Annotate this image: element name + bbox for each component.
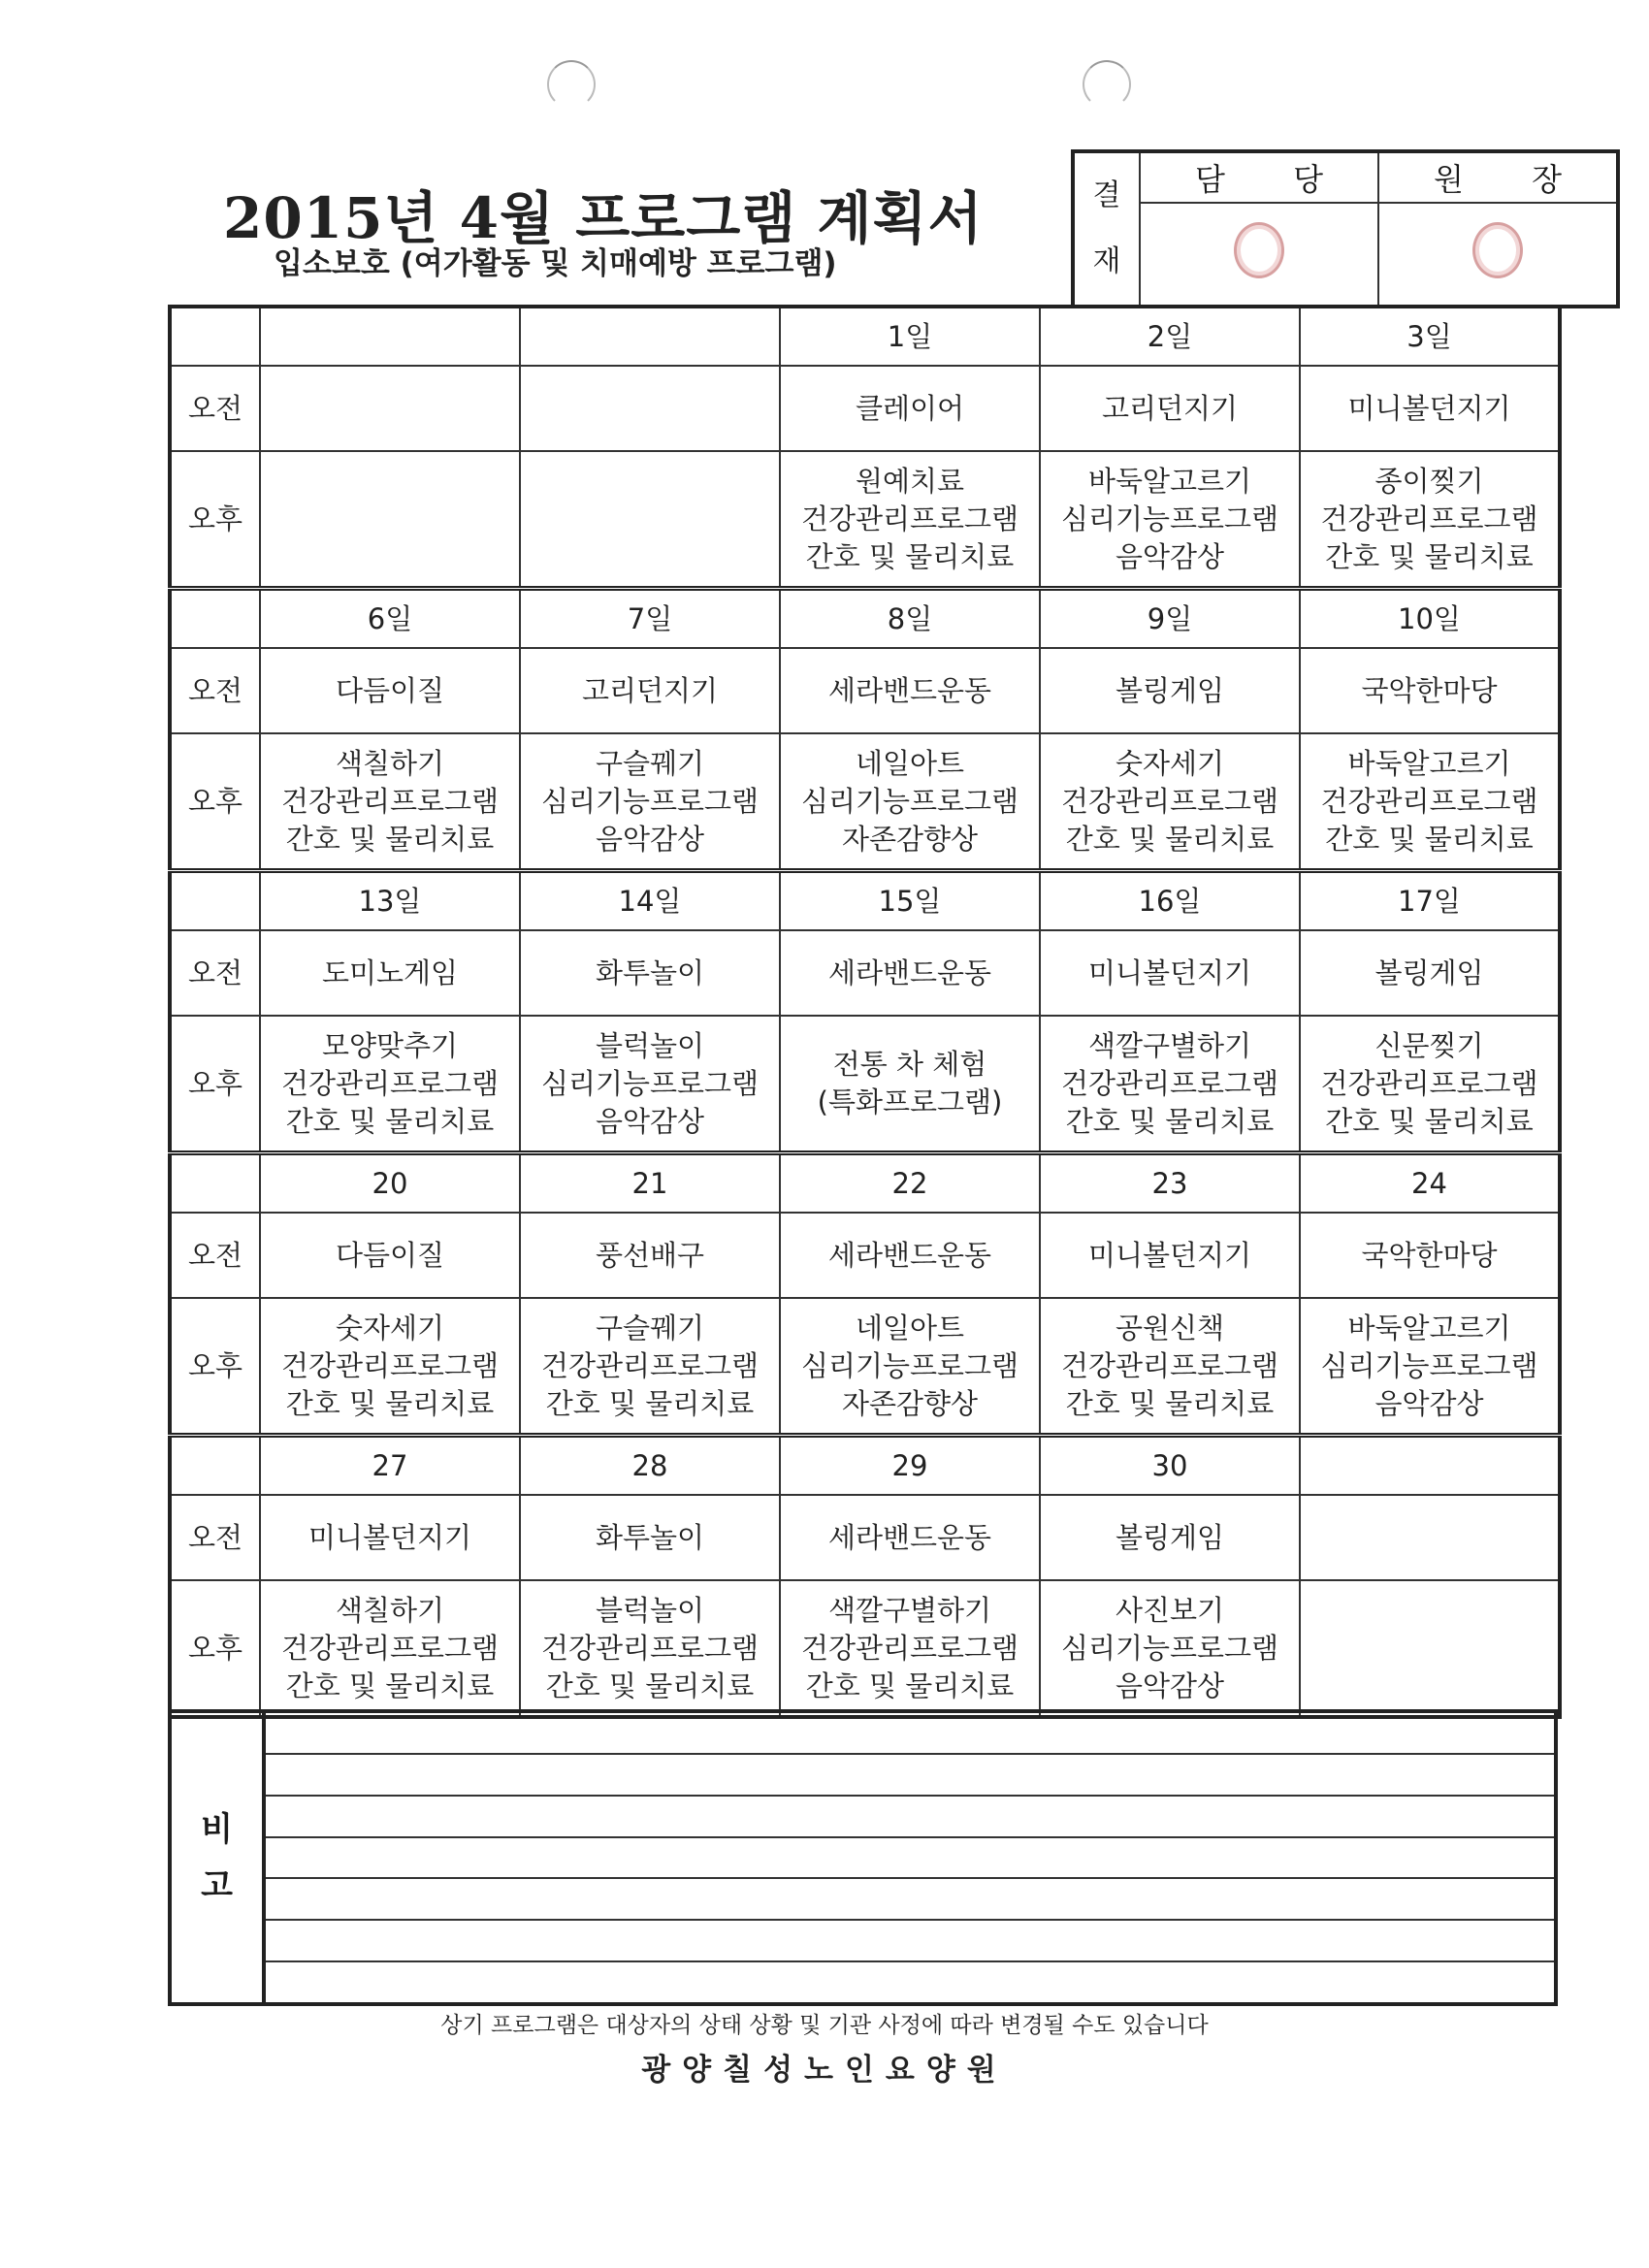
pm-activity-line: 간호 및 물리치료 — [285, 822, 495, 856]
remarks-line — [266, 1838, 1554, 1880]
pm-activity-line: 음악감상 — [1115, 539, 1225, 573]
pm-activity-line: 간호 및 물리치료 — [1325, 1104, 1534, 1138]
remarks-section — [168, 1709, 1558, 2006]
am-row — [170, 366, 1560, 451]
pm-activity-cell — [1300, 1580, 1560, 1717]
am-activity-cell — [1300, 1495, 1560, 1580]
approval-sign-director — [1378, 203, 1618, 307]
pm-activity-line: 건강관리프로그램 — [540, 1348, 760, 1382]
am-label: 오전 — [170, 930, 260, 1016]
footer-note: 상기 프로그램은 대상자의 상태 상황 및 기관 사정에 따라 변경될 수도 있습니다 — [440, 2013, 1209, 2038]
remarks-line — [266, 1962, 1554, 2002]
pm-activity-cell — [780, 451, 1040, 589]
pm-activity-cell — [1300, 451, 1560, 589]
am-activity-cell: 도미노게임 — [260, 930, 520, 1016]
remarks-label — [172, 1713, 266, 2002]
pm-activity-line: 심리기능프로그램 — [1060, 1631, 1279, 1665]
pm-activity-line: 간호 및 물리치료 — [285, 1669, 495, 1702]
date-row-label — [170, 1153, 260, 1214]
am-activity-cell — [260, 366, 520, 451]
pm-activity-line: 간호 및 물리치료 — [1065, 822, 1275, 856]
pm-activity-line: 자존감향상 — [841, 822, 979, 856]
pm-activity-line: 네일아트 — [855, 746, 965, 780]
date-cell — [260, 307, 520, 366]
pm-activity-line: 건강관리프로그램 — [1320, 502, 1538, 535]
pm-activity-line: 공원신책 — [1115, 1311, 1225, 1345]
pm-activity-line: 간호 및 물리치료 — [1065, 1386, 1275, 1420]
am-activity-cell: 풍선배구 — [520, 1213, 780, 1298]
date-cell: 1일 — [780, 307, 1040, 366]
am-label: 오전 — [170, 366, 260, 451]
pm-activity-line: 건강관리프로그램 — [1060, 1348, 1279, 1382]
pm-activity-line: 건강관리프로그램 — [1320, 1066, 1538, 1100]
am-activity-cell: 미니볼던지기 — [1300, 366, 1560, 451]
pm-row — [170, 1298, 1560, 1436]
pm-activity-line: 음악감상 — [1115, 1669, 1225, 1702]
date-cell: 20 — [260, 1153, 520, 1214]
am-activity-cell — [520, 366, 780, 451]
pm-activity-line: 블럭놀이 — [595, 1028, 705, 1062]
pm-activity-cell — [520, 733, 780, 871]
pm-activity-cell — [1040, 1016, 1300, 1153]
date-cell: 30 — [1040, 1436, 1300, 1496]
am-activity-cell: 미니볼던지기 — [1040, 930, 1300, 1016]
pm-activity-line: 블럭놀이 — [595, 1593, 705, 1627]
remarks-line — [266, 1755, 1554, 1797]
pm-label: 오후 — [170, 1298, 260, 1436]
date-cell: 3일 — [1300, 307, 1560, 366]
pm-activity-line: 건강관리프로그램 — [1060, 1066, 1279, 1100]
date-row-label — [170, 589, 260, 649]
pm-activity-line: 색깔구별하기 — [827, 1593, 992, 1627]
date-cell: 8일 — [780, 589, 1040, 649]
pm-activity-line: (특화프로그램) — [817, 1085, 1003, 1118]
pm-activity-cell — [520, 1016, 780, 1153]
date-cell — [1300, 1436, 1560, 1496]
pm-activity-cell — [780, 1298, 1040, 1436]
pm-activity-cell — [1300, 1298, 1560, 1436]
pm-activity-line: 건강관리프로그램 — [280, 1066, 500, 1100]
date-row — [170, 1153, 1560, 1214]
pm-row — [170, 451, 1560, 589]
pm-activity-line: 음악감상 — [595, 1104, 705, 1138]
footer-organization: 광양칠성노인요양원 — [641, 2053, 1008, 2088]
pm-activity-line: 신문찢기 — [1374, 1028, 1484, 1062]
date-row — [170, 871, 1560, 931]
pm-activity-line: 종이찢기 — [1374, 464, 1484, 498]
pm-activity-cell — [520, 451, 780, 589]
schedule-table — [168, 305, 1562, 1719]
am-label: 오전 — [170, 648, 260, 733]
pm-activity-line: 바둑알고르기 — [1347, 746, 1511, 780]
am-activity-cell: 미니볼던지기 — [1040, 1213, 1300, 1298]
date-cell: 2일 — [1040, 307, 1300, 366]
pm-activity-line: 심리기능프로그램 — [540, 1066, 760, 1100]
seal-stamp-icon — [1234, 222, 1284, 278]
date-row — [170, 307, 1560, 366]
pm-activity-line: 색칠하기 — [335, 1593, 445, 1627]
date-cell: 28 — [520, 1436, 780, 1496]
date-cell: 9일 — [1040, 589, 1300, 649]
pm-activity-line: 모양맞추기 — [321, 1028, 459, 1062]
remarks-line — [266, 1797, 1554, 1838]
date-cell — [520, 307, 780, 366]
pm-activity-line: 간호 및 물리치료 — [805, 539, 1015, 573]
pm-activity-cell — [520, 1580, 780, 1717]
pm-label: 오후 — [170, 451, 260, 589]
date-row-label — [170, 307, 260, 366]
pm-activity-line: 건강관리프로그램 — [540, 1631, 760, 1665]
pm-activity-cell — [780, 1580, 1040, 1717]
am-activity-cell: 국악한마당 — [1300, 648, 1560, 733]
pm-row — [170, 733, 1560, 871]
pm-activity-cell — [1040, 1580, 1300, 1717]
am-activity-cell: 세라밴드운동 — [780, 930, 1040, 1016]
pm-activity-line: 건강관리프로그램 — [280, 1631, 500, 1665]
am-activity-cell: 볼링게임 — [1040, 648, 1300, 733]
approval-label-bottom: 재 — [1092, 244, 1121, 278]
pm-activity-line: 건강관리프로그램 — [800, 1631, 1019, 1665]
am-activity-cell: 볼링게임 — [1300, 930, 1560, 1016]
am-activity-cell: 다듬이질 — [260, 1213, 520, 1298]
pm-activity-line: 간호 및 물리치료 — [285, 1386, 495, 1420]
am-activity-cell: 국악한마당 — [1300, 1213, 1560, 1298]
am-row — [170, 1495, 1560, 1580]
am-activity-cell: 미니볼던지기 — [260, 1495, 520, 1580]
pm-activity-line: 건강관리프로그램 — [800, 502, 1019, 535]
pm-activity-line: 건강관리프로그램 — [280, 1348, 500, 1382]
date-cell: 21 — [520, 1153, 780, 1214]
am-label: 오전 — [170, 1213, 260, 1298]
pm-activity-line: 바둑알고르기 — [1087, 464, 1252, 498]
pm-activity-line: 간호 및 물리치료 — [285, 1104, 495, 1138]
pm-activity-cell — [1040, 451, 1300, 589]
pm-activity-cell — [520, 1298, 780, 1436]
am-row — [170, 648, 1560, 733]
am-activity-cell: 고리던지기 — [1040, 366, 1300, 451]
am-activity-cell: 세라밴드운동 — [780, 648, 1040, 733]
pm-activity-cell — [780, 1016, 1040, 1153]
am-row — [170, 930, 1560, 1016]
pm-activity-cell — [260, 1580, 520, 1717]
pm-activity-cell — [260, 451, 520, 589]
pm-activity-line: 건강관리프로그램 — [1320, 784, 1538, 818]
date-cell: 10일 — [1300, 589, 1560, 649]
approval-box — [1071, 149, 1620, 308]
date-cell: 29 — [780, 1436, 1040, 1496]
pm-activity-cell — [260, 1016, 520, 1153]
remarks-line — [266, 1921, 1554, 1962]
pm-activity-line: 건강관리프로그램 — [280, 784, 500, 818]
pm-activity-line: 심리기능프로그램 — [540, 784, 760, 818]
pm-activity-cell — [1300, 1016, 1560, 1153]
pm-activity-line: 사진보기 — [1115, 1593, 1225, 1627]
pm-row — [170, 1580, 1560, 1717]
date-row-label — [170, 871, 260, 931]
pm-activity-line: 건강관리프로그램 — [1060, 784, 1279, 818]
pm-activity-cell — [1040, 733, 1300, 871]
pm-activity-line: 심리기능프로그램 — [1320, 1348, 1538, 1382]
remarks-label-char: 고 — [201, 1866, 233, 1905]
date-cell: 15일 — [780, 871, 1040, 931]
schedule-body — [170, 307, 1560, 1717]
pm-activity-cell — [260, 1298, 520, 1436]
date-cell: 17일 — [1300, 871, 1560, 931]
date-cell: 13일 — [260, 871, 520, 931]
am-activity-cell: 화투놀이 — [520, 1495, 780, 1580]
remarks-label-char: 비 — [201, 1810, 233, 1849]
am-activity-cell: 세라밴드운동 — [780, 1213, 1040, 1298]
am-label: 오전 — [170, 1495, 260, 1580]
am-activity-cell: 다듬이질 — [260, 648, 520, 733]
remarks-lines — [266, 1713, 1554, 2002]
pm-activity-line: 바둑알고르기 — [1347, 1311, 1511, 1345]
approval-label-top: 결 — [1092, 178, 1121, 212]
date-cell: 7일 — [520, 589, 780, 649]
pm-activity-line: 간호 및 물리치료 — [1325, 822, 1534, 856]
date-cell: 22 — [780, 1153, 1040, 1214]
am-activity-cell: 세라밴드운동 — [780, 1495, 1040, 1580]
date-cell: 27 — [260, 1436, 520, 1496]
am-activity-cell: 클레이어 — [780, 366, 1040, 451]
approval-sign-staff — [1140, 203, 1378, 307]
pm-activity-line: 간호 및 물리치료 — [545, 1386, 755, 1420]
date-row-label — [170, 1436, 260, 1496]
pm-activity-line: 자존감향상 — [841, 1386, 979, 1420]
am-activity-cell: 고리던지기 — [520, 648, 780, 733]
pm-activity-cell — [1300, 733, 1560, 871]
pm-activity-cell — [260, 733, 520, 871]
pm-activity-line: 원예치료 — [855, 464, 965, 498]
pm-activity-cell — [1040, 1298, 1300, 1436]
pm-label: 오후 — [170, 1016, 260, 1153]
approval-label — [1073, 151, 1140, 307]
pm-row — [170, 1016, 1560, 1153]
pm-activity-line: 전통 차 체험 — [832, 1048, 987, 1081]
document-subtitle: 입소보호 (여가활동 및 치매예방 프로그램) — [274, 246, 837, 281]
pm-activity-line: 심리기능프로그램 — [800, 1348, 1019, 1382]
pm-label: 오후 — [170, 733, 260, 871]
pm-activity-line: 간호 및 물리치료 — [1325, 539, 1534, 573]
pm-activity-line: 색깔구별하기 — [1087, 1028, 1252, 1062]
pm-activity-line: 간호 및 물리치료 — [805, 1669, 1015, 1702]
seal-stamp-icon — [1472, 222, 1523, 278]
pm-activity-line: 간호 및 물리치료 — [545, 1669, 755, 1702]
pm-activity-line: 심리기능프로그램 — [800, 784, 1019, 818]
pm-activity-line: 간호 및 물리치료 — [1065, 1104, 1275, 1138]
pm-activity-line: 네일아트 — [855, 1311, 965, 1345]
remarks-line — [266, 1879, 1554, 1921]
date-cell: 23 — [1040, 1153, 1300, 1214]
approval-role-staff: 담 당 — [1140, 151, 1378, 203]
document-title: 2015년 4월 프로그램 계획서 — [223, 185, 984, 251]
pm-activity-line: 심리기능프로그램 — [1060, 502, 1279, 535]
pm-activity-line: 숫자세기 — [335, 1311, 445, 1345]
pm-activity-line: 숫자세기 — [1115, 746, 1225, 780]
am-row — [170, 1213, 1560, 1298]
pm-label: 오후 — [170, 1580, 260, 1717]
pm-activity-line: 음악감상 — [1374, 1386, 1484, 1420]
am-activity-cell: 화투놀이 — [520, 930, 780, 1016]
date-row — [170, 1436, 1560, 1496]
am-activity-cell: 볼링게임 — [1040, 1495, 1300, 1580]
date-row — [170, 589, 1560, 649]
date-cell: 16일 — [1040, 871, 1300, 931]
approval-role-director: 원 장 — [1378, 151, 1618, 203]
pm-activity-line: 색칠하기 — [335, 746, 445, 780]
pm-activity-line: 구슬꿰기 — [595, 1311, 705, 1345]
date-cell: 6일 — [260, 589, 520, 649]
punch-hole-right — [1083, 60, 1131, 109]
date-cell: 24 — [1300, 1153, 1560, 1214]
punch-hole-left — [547, 60, 596, 109]
date-cell: 14일 — [520, 871, 780, 931]
pm-activity-line: 음악감상 — [595, 822, 705, 856]
pm-activity-cell — [780, 733, 1040, 871]
pm-activity-line: 구슬꿰기 — [595, 746, 705, 780]
remarks-line — [266, 1713, 1554, 1755]
